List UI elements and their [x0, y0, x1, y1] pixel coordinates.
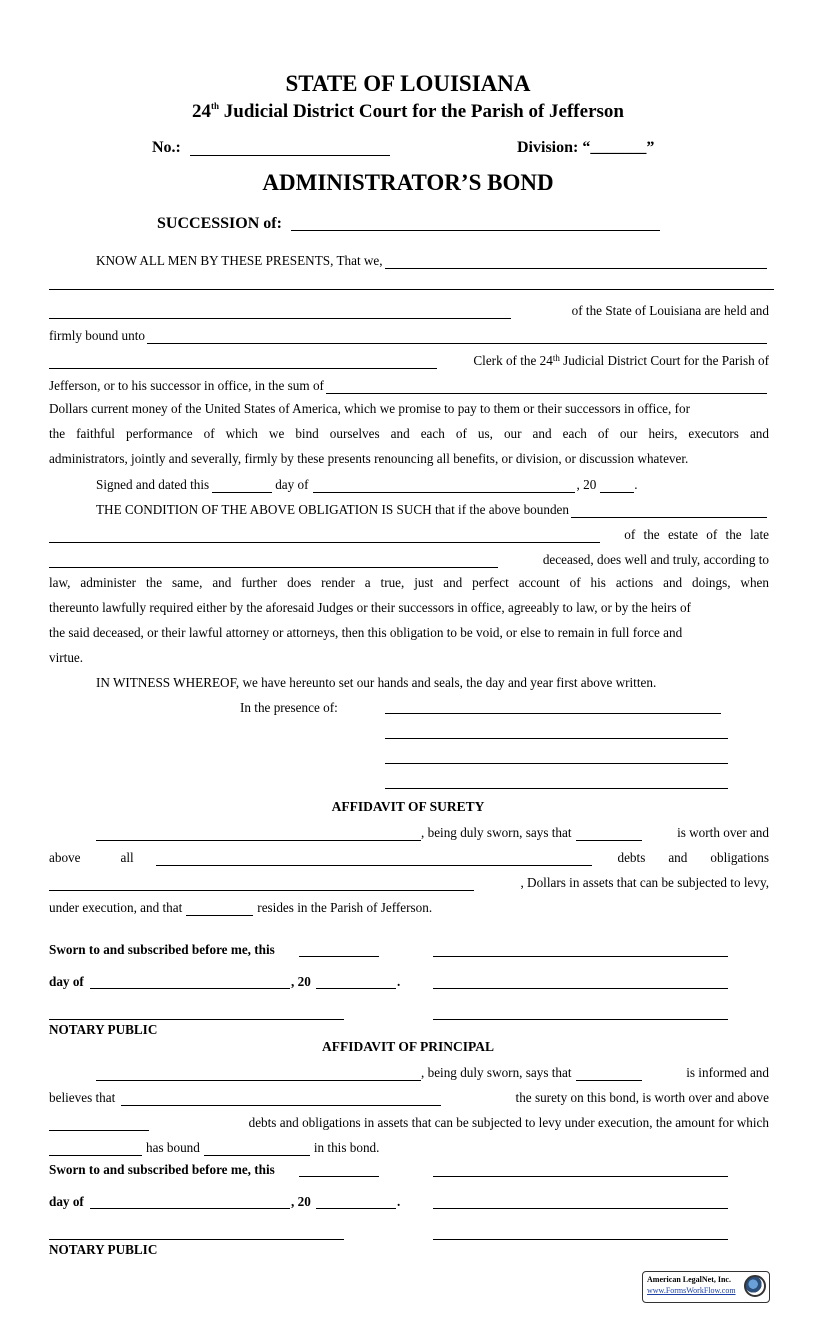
- paragraph-2-line-1: law, administer the same, and further does render a true, just and perfect account of his actions and doings, when: [49, 575, 769, 590]
- surety-day-of-label: day of: [49, 974, 84, 989]
- principal-signature-line-2[interactable]: [433, 1208, 728, 1209]
- paragraph-2-line-2: thereunto lawfully required either by the aforesaid Judges or their successors in office, agreeably to law, or by the heirs of: [49, 600, 691, 615]
- estate-row: [49, 523, 769, 543]
- principal-has-bound-text: has bound: [146, 1140, 200, 1155]
- globe-icon: [744, 1275, 766, 1297]
- sum-row: [49, 374, 769, 394]
- surety-sworn-day-field[interactable]: [299, 956, 379, 957]
- court-name: Judicial District Court for the Parish of Jefferson: [219, 101, 624, 122]
- clerk-text: Clerk of the 24th Judicial District Court for the Parish of: [473, 353, 769, 368]
- surety-all-word: all: [120, 850, 134, 865]
- surety-above-word: above: [49, 850, 81, 865]
- condition-text: THE CONDITION OF THE ABOVE OBLIGATION IS SUCH that if the above bounden: [96, 502, 569, 517]
- division-label: Division: “_______”: [517, 139, 655, 156]
- witness-text: IN WITNESS WHEREOF, we have hereunto set our hands and seals, the day and year first above written.: [96, 675, 657, 690]
- surety-sworn-text: , being duly sworn, says that: [421, 825, 572, 840]
- principal-month-field[interactable]: [90, 1208, 290, 1209]
- surety-assets-row: [49, 871, 769, 891]
- paragraph-2-line-3: the said deceased, or their lawful attorney or attorneys, then this obligation to be void, or else to remain in full force and: [49, 625, 683, 640]
- principal-sworn-text: , being duly sworn, says that: [421, 1065, 572, 1080]
- principal-signature-line[interactable]: [433, 1176, 728, 1177]
- surety-above-row: [49, 846, 769, 866]
- signed-period: .: [634, 477, 638, 492]
- surety-debts-word: debts: [617, 850, 646, 865]
- signed-year-prefix: , 20: [576, 477, 597, 492]
- succession-label: SUCCESSION of:: [157, 215, 282, 232]
- surety-resident-field[interactable]: [186, 901, 253, 916]
- obligee-field[interactable]: [147, 329, 767, 344]
- firmly-bound-text: firmly bound unto: [49, 328, 145, 343]
- know-all-text: KNOW ALL MEN BY THESE PRESENTS, That we,: [96, 253, 383, 268]
- condition-row: [49, 498, 769, 518]
- surety-debts-amount-field[interactable]: [156, 851, 592, 866]
- deceased-text: deceased, does well and truly, according to: [542, 552, 769, 567]
- principal-name-field[interactable]: [571, 503, 767, 518]
- obligor-names-field-2[interactable]: [49, 289, 774, 290]
- principal-informed-text: is informed and: [686, 1065, 769, 1080]
- principal-bound-name-field[interactable]: [49, 1141, 142, 1156]
- signed-year-field[interactable]: [600, 478, 634, 493]
- witness-signature-line-1[interactable]: [385, 713, 721, 714]
- surety-worth-text: is worth over and: [677, 825, 769, 840]
- estate-late-text: of the estate of the late: [624, 527, 769, 542]
- surety-signature-line-2[interactable]: [433, 988, 728, 989]
- principal-surety-worth-text: the surety on this bond, is worth over and above: [515, 1090, 769, 1105]
- state-heading: STATE OF LOUISIANA: [285, 71, 531, 96]
- court-heading: [0, 101, 816, 123]
- principal-year-prefix: , 20: [291, 1194, 311, 1209]
- surety-name-field[interactable]: [96, 826, 421, 841]
- surety-and-word: and: [668, 850, 688, 865]
- surety-assets-text: , Dollars in assets that can be subjected to levy,: [520, 875, 769, 890]
- surety-notary-signature-line[interactable]: [49, 1019, 344, 1020]
- principal-debts-amount-field[interactable]: [49, 1116, 149, 1131]
- principal-believes-text: believes that: [49, 1090, 116, 1105]
- surety-month-field[interactable]: [90, 988, 290, 989]
- principal-notary-label: NOTARY PUBLIC: [49, 1242, 158, 1257]
- principal-bound-row: [49, 1136, 769, 1156]
- state-held-text: of the State of Louisiana are held and: [571, 303, 769, 318]
- principal-in-bond-text: in this bond.: [313, 1140, 380, 1155]
- state-held-row: [49, 299, 769, 319]
- obligor-names-field-3[interactable]: [49, 304, 511, 319]
- principal-year-field[interactable]: [316, 1208, 396, 1209]
- obligor-names-field[interactable]: [385, 254, 767, 269]
- surety-obligations-word: obligations: [710, 850, 769, 865]
- principal-name-field-2[interactable]: [49, 528, 600, 543]
- principal-surety-name-field[interactable]: [121, 1091, 441, 1106]
- principal-debts-row: [49, 1111, 769, 1131]
- presence-text: In the presence of:: [240, 700, 338, 715]
- publisher-name: American LegalNet, Inc.: [647, 1275, 731, 1284]
- jefferson-sum-text: Jefferson, or to his successor in office, in the sum of: [49, 378, 324, 393]
- witness-signature-line-3[interactable]: [385, 763, 728, 764]
- principal-notary-signature-line[interactable]: [49, 1239, 344, 1240]
- bond-amount-field[interactable]: [326, 379, 767, 394]
- publisher-link[interactable]: www.FormsWorkFlow.com: [647, 1286, 736, 1295]
- witness-signature-line-4[interactable]: [385, 788, 728, 789]
- case-number-field[interactable]: [190, 155, 390, 156]
- principal-bound-amount-field[interactable]: [204, 1141, 310, 1156]
- paragraph-1-line-1: Dollars current money of the United States of America, which we promise to pay to them or their successors in office, for: [49, 401, 691, 416]
- principal-signature-line-3[interactable]: [433, 1239, 728, 1240]
- case-number-label: No.:: [152, 139, 181, 156]
- succession-name-field[interactable]: [291, 230, 660, 231]
- surety-sworn-before-label: Sworn to and subscribed before me, this: [49, 942, 275, 957]
- surety-resides-row: [49, 896, 769, 916]
- surety-signature-line-3[interactable]: [433, 1019, 728, 1020]
- obligee-field-2[interactable]: [49, 354, 437, 369]
- surety-heading: AFFIDAVIT OF SURETY: [331, 799, 485, 814]
- page-title: ADMINISTRATOR’S BOND: [262, 170, 554, 195]
- surety-year-field[interactable]: [316, 988, 396, 989]
- surety-subject-field[interactable]: [576, 826, 642, 841]
- paragraph-1-line-2: the faithful performance of which we bind ourselves and each of us, our and each of our heirs, executors and: [49, 426, 769, 441]
- signed-dated-text: Signed and dated this: [96, 477, 210, 492]
- signed-day-of-text: day of: [275, 477, 309, 492]
- surety-notary-label: NOTARY PUBLIC: [49, 1022, 158, 1037]
- witness-signature-line-2[interactable]: [385, 738, 728, 739]
- signed-month-field[interactable]: [313, 478, 575, 493]
- principal-debts-text: debts and obligations in assets that can be subjected to levy under execution, the amount for which: [248, 1115, 769, 1130]
- signed-day-field[interactable]: [212, 478, 272, 493]
- surety-resides-text: resides in the Parish of Jefferson.: [257, 900, 433, 915]
- clerk-row: [49, 349, 769, 369]
- surety-year-prefix: , 20: [291, 974, 311, 989]
- principal-sworn-day-field[interactable]: [299, 1176, 379, 1177]
- deceased-row: [49, 548, 769, 568]
- paragraph-2-line-4: virtue.: [49, 650, 84, 665]
- principal-sworn-before-label: Sworn to and subscribed before me, this: [49, 1162, 275, 1177]
- surety-sworn-row: [49, 821, 769, 841]
- signed-dated-row: [49, 473, 669, 493]
- surety-signature-line[interactable]: [433, 956, 728, 957]
- principal-heading: AFFIDAVIT OF PRINCIPAL: [321, 1039, 494, 1054]
- surety-assets-field[interactable]: [49, 876, 474, 891]
- court-number-suffix: th: [211, 101, 220, 111]
- principal-name-field[interactable]: [96, 1066, 421, 1081]
- surety-under-exec-text: under execution, and that: [49, 900, 183, 915]
- principal-believes-row: [49, 1086, 769, 1106]
- principal-subject-field[interactable]: [576, 1066, 642, 1081]
- paragraph-1-line-3: administrators, jointly and severally, firmly by these presents renouncing all benefits, or division, or discussion whatever.: [49, 451, 689, 466]
- principal-sworn-row: [49, 1061, 769, 1081]
- deceased-name-field[interactable]: [49, 553, 498, 568]
- surety-period: .: [397, 974, 401, 989]
- court-number: 24: [192, 101, 212, 122]
- principal-period: .: [397, 1194, 401, 1209]
- principal-day-of-label: day of: [49, 1194, 84, 1209]
- firmly-bound-row: [49, 324, 769, 344]
- publisher-logo[interactable]: [642, 1271, 770, 1303]
- know-all-row: [49, 249, 769, 269]
